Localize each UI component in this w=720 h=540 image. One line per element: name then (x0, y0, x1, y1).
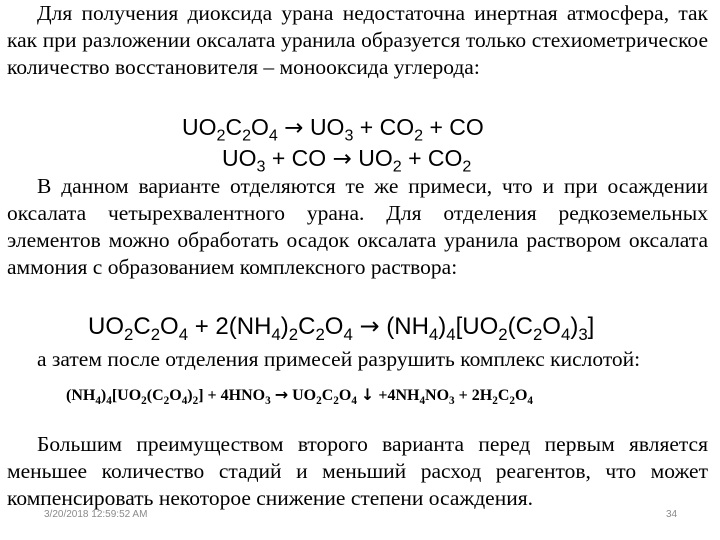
paragraph-3 (37, 346, 708, 373)
paragraph-2 (7, 173, 708, 281)
footer-page-number: 34 (666, 509, 678, 520)
paragraph-3-text: а затем после отделения примесей разрушить комплекс кислотой: (37, 347, 641, 371)
footer-timestamp: 3/20/2018 12:59:52 AM (44, 509, 148, 520)
paragraph-4 (7, 431, 708, 512)
equation-1: $UO_2C_2O_4 \to UO_3 + CO_2$ + CO (182, 114, 484, 145)
equation-3: $UO_2C_2O_4 + 2(NH_4)_2C_2O_4 \to (NH_4)_4[UO_2(C_2O_4)_3]$ (88, 312, 595, 344)
paragraph-2-text: В данном варианте отделяются те же примеси, что и при осаждении оксалата четырехвалентного урана. Для отделения редкоземельных элементов можно обработать осадок оксалата уранила раствором оксалата аммония с образованием комплексного раствора: (7, 174, 708, 279)
equation-4: $(NH_4)_4[UO_2(C_2O_4)_2] + 4HNO_3 \to UO_2C_2O_4$ ↓ $+4NH_4NO_3 + 2H_2C_2O_4$ (66, 385, 534, 407)
paragraph-1 (7, 0, 708, 81)
equation-2: $UO_3$ + CO → $UO_2 + CO_2$ (222, 145, 472, 176)
paragraph-1-text: Для получения диоксида урана недостаточна инертная атмосфера, так как при разложении оксалата уранила образуется только стехиометрическое количество восстановителя – монооксида углерода: (7, 1, 708, 79)
paragraph-4-text: Большим преимуществом второго варианта перед первым является меньшее количество стадий и меньший расход реагентов, что может компенсировать некоторое снижение степени осаждения. (7, 432, 708, 510)
